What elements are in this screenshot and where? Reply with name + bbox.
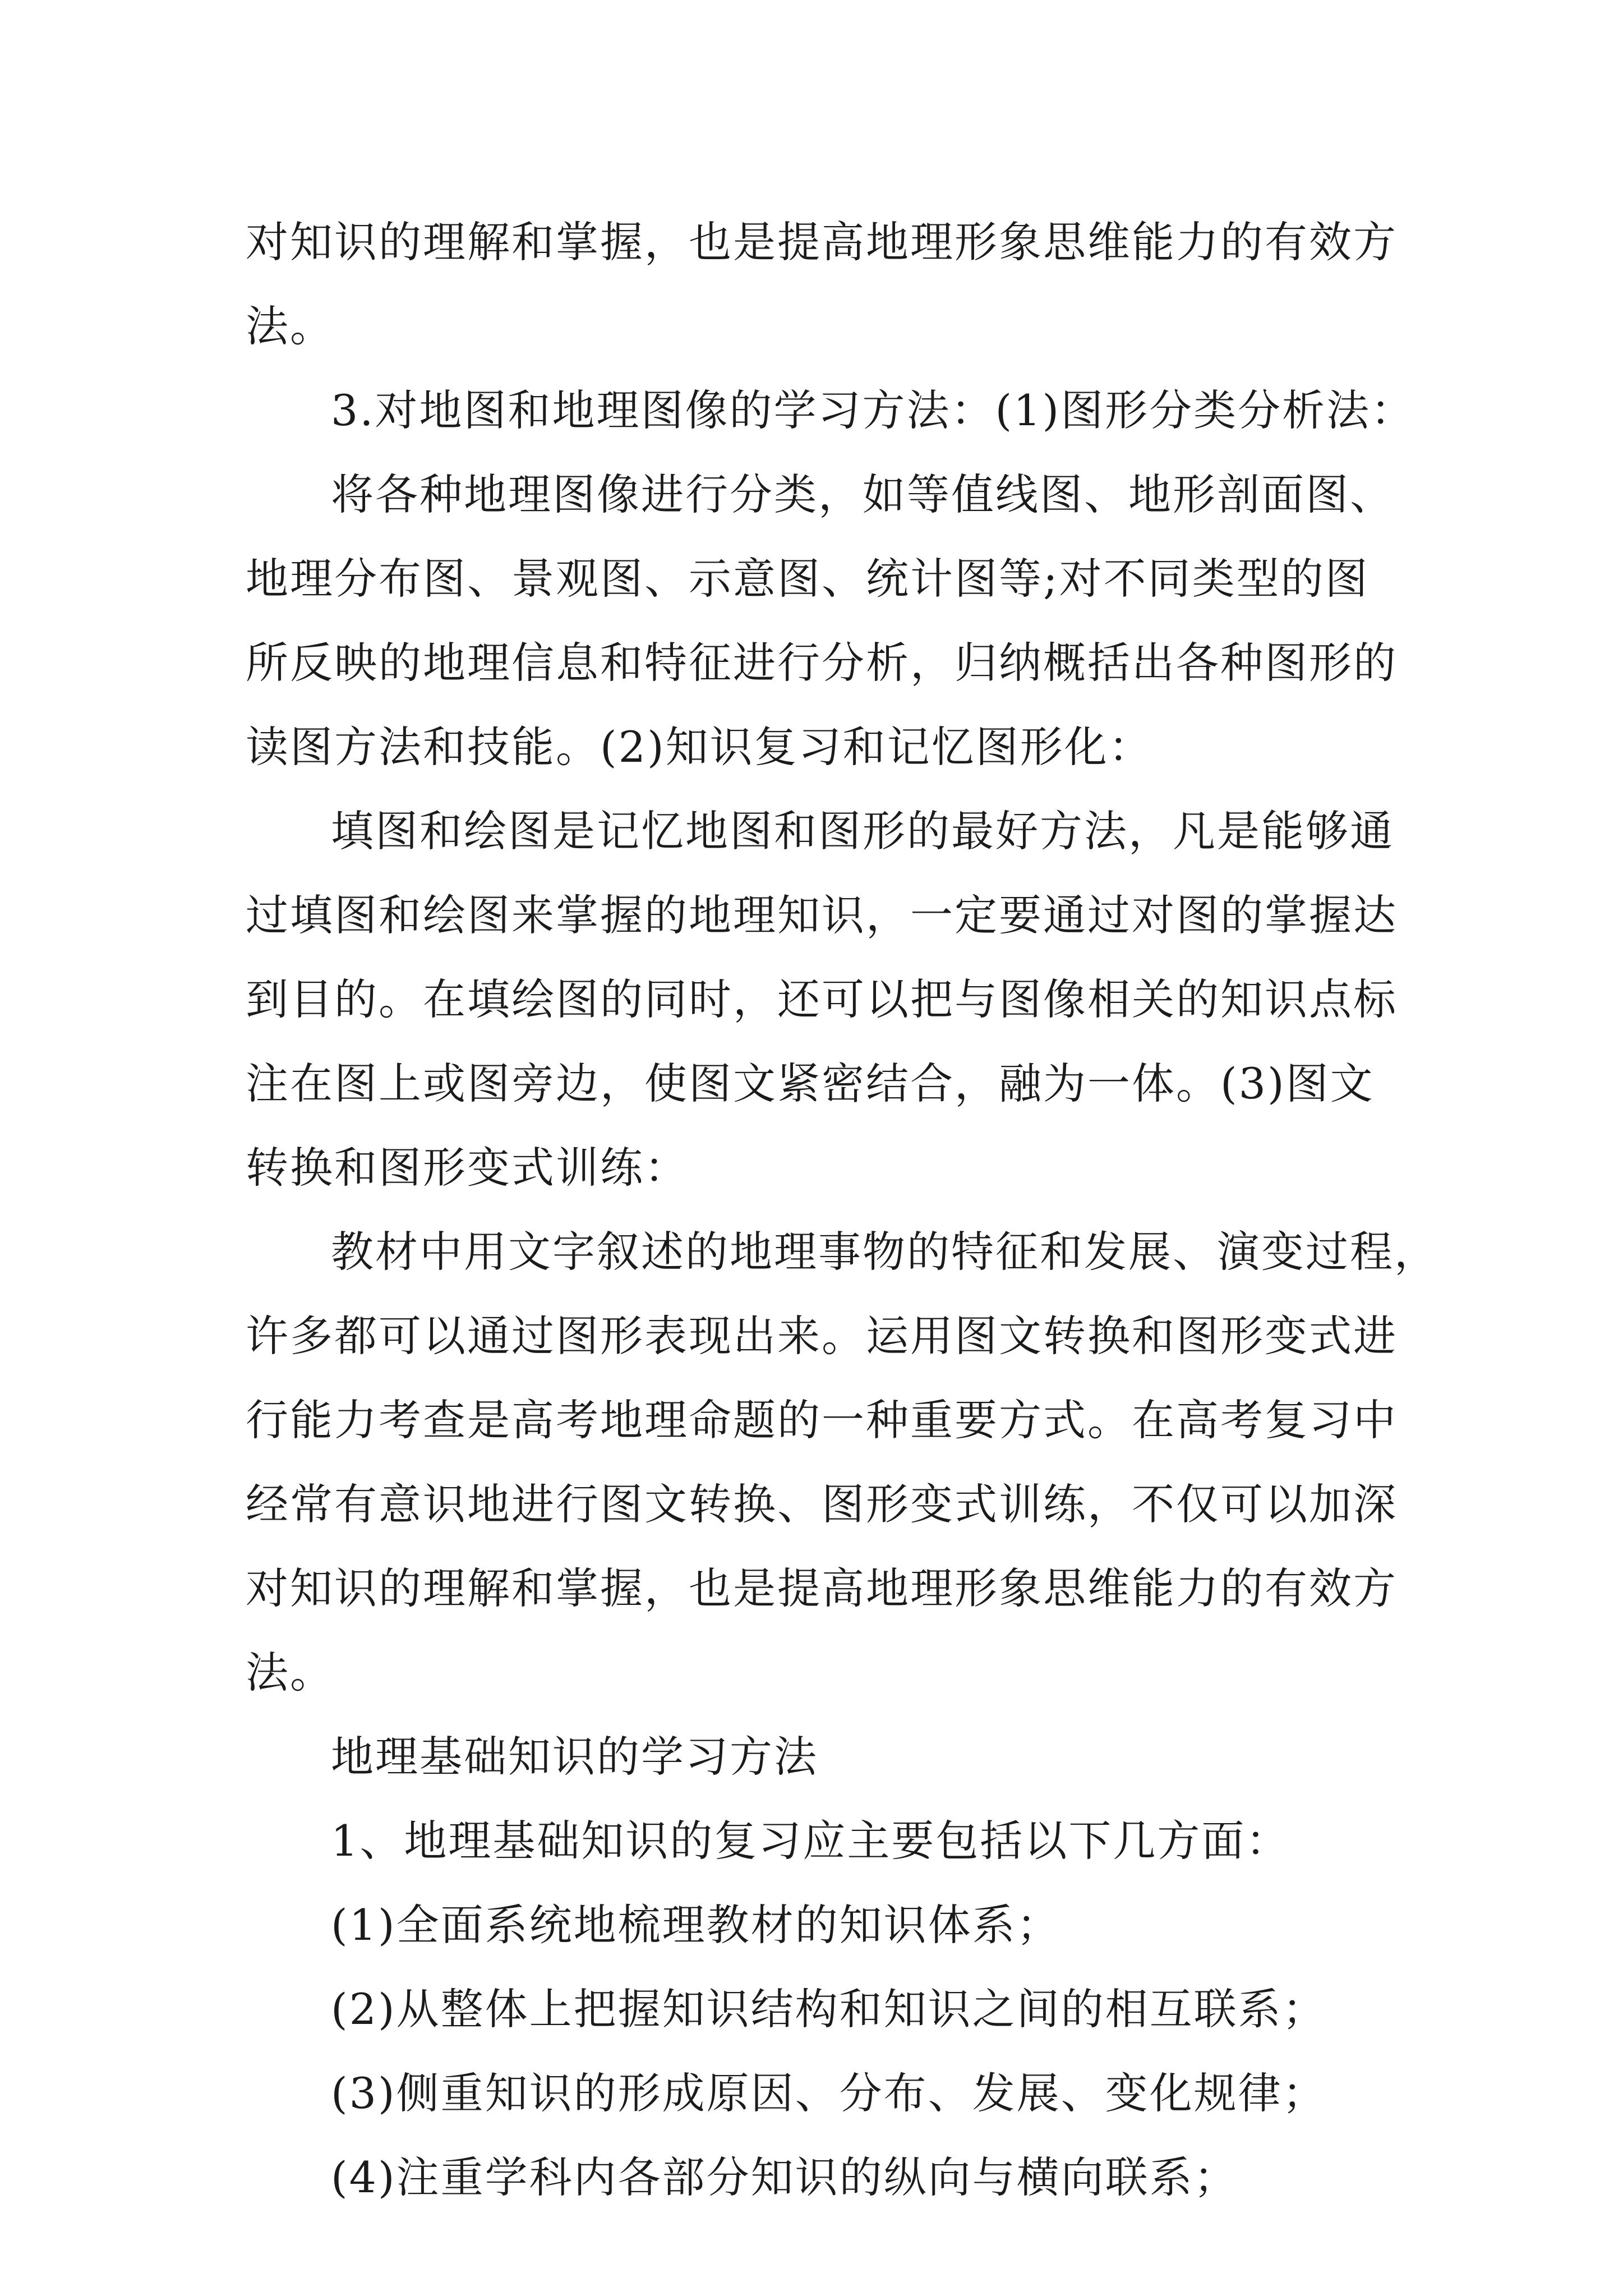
text-line: 将各种地理图像进行分类，如等值线图、地形剖面图、 <box>331 470 1394 519</box>
section-heading: 地理基础知识的学习方法 <box>331 1732 818 1782</box>
text-line: 法。 <box>246 301 334 351</box>
text-line: 注在图上或图旁边，使图文紧密结合，融为一体。(3)图文 <box>246 1059 1375 1108</box>
text-line: 3.对地图和地理图像的学习方法：(1)图形分类分析法： <box>331 385 1415 435</box>
list-item: (4)注重学科内各部分知识的纵向与横向联系； <box>331 2152 1238 2202</box>
text-line: 许多都可以通过图形表现出来。运用图文转换和图形变式进 <box>246 1311 1398 1361</box>
text-line: 填图和绘图是记忆地图和图形的最好方法，凡是能够通 <box>331 806 1394 856</box>
text-line: 对知识的理解和掌握，也是提高地理形象思维能力的有效方 <box>246 1563 1398 1613</box>
text-line: 教材中用文字叙述的地理事物的特征和发展、演变过程， <box>331 1227 1438 1277</box>
text-line: 所反映的地理信息和特征进行分析，归纳概括出各种图形的 <box>246 638 1398 688</box>
text-line: 法。 <box>246 1648 334 1697</box>
text-line: 到目的。在填绘图的同时，还可以把与图像相关的知识点标 <box>246 974 1398 1024</box>
text-line: 地理分布图、景观图、示意图、统计图等;对不同类型的图 <box>246 554 1370 604</box>
text-line: 转换和图形变式训练： <box>246 1143 689 1193</box>
text-line: 对知识的理解和掌握，也是提高地理形象思维能力的有效方 <box>246 217 1398 267</box>
body-text <box>246 200 1438 2220</box>
text-line: 过填图和绘图来掌握的地理知识，一定要通过对图的掌握达 <box>246 890 1398 940</box>
list-item: (2)从整体上把握知识结构和知识之间的相互联系； <box>331 1984 1327 2034</box>
text-line: 行能力考查是高考地理命题的一种重要方式。在高考复习中 <box>246 1395 1398 1445</box>
text-line: 1、地理基础知识的复习应主要包括以下几方面： <box>331 1816 1290 1866</box>
list-item: (3)侧重知识的形成原因、分布、发展、变化规律； <box>331 2068 1327 2118</box>
text-line: 经常有意识地进行图文转换、图形变式训练，不仅可以加深 <box>246 1479 1398 1529</box>
list-item: (1)全面系统地梳理教材的知识体系； <box>331 1900 1061 1950</box>
text-line: 读图方法和技能。(2)知识复习和记忆图形化： <box>246 722 1153 772</box>
